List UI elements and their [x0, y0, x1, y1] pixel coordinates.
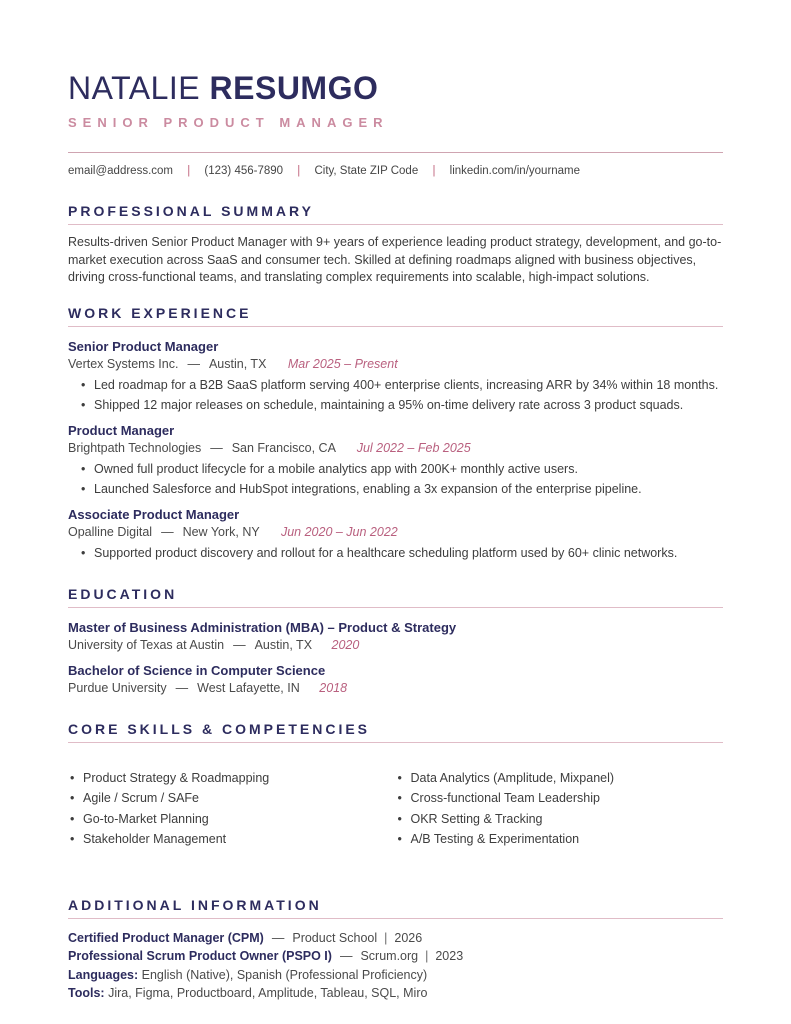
job-bullet-list	[68, 545, 723, 561]
degree-meta	[68, 638, 723, 653]
candidate-job-title: SENIOR PRODUCT MANAGER	[68, 115, 389, 130]
job-location: San Francisco, CA	[231, 440, 336, 455]
skills-columns	[68, 770, 723, 852]
certification-year: 2026	[394, 930, 423, 945]
skill-item: • Cross-functional Team Leadership	[411, 790, 724, 806]
skill-item: • Product Strategy & Roadmapping	[83, 770, 396, 786]
header-divider	[68, 152, 723, 153]
candidate-name	[68, 72, 723, 104]
section-heading-education: EDUCATION	[68, 587, 723, 608]
section-professional-summary	[68, 204, 723, 287]
job-title: Senior Product Manager	[68, 338, 219, 354]
degree-year: 2018	[319, 680, 348, 695]
degree-location: West Lafayette, IN	[197, 680, 300, 695]
languages-value: English (Native), Spanish (Professional Proficiency)	[141, 967, 428, 982]
degree-school: Purdue University	[68, 680, 167, 695]
job-bullet: • Supported product discovery and rollout for a healthcare scheduling platform used by 60+ clinic networks.	[94, 545, 723, 561]
contact-location: City, State ZIP Code	[314, 165, 419, 177]
section-work-experience	[68, 306, 723, 561]
job-title: Product Manager	[68, 422, 175, 438]
degree-school: University of Texas at Austin	[68, 637, 225, 652]
certification-line	[68, 929, 723, 948]
degree-title: Master of Business Administration (MBA) – Product & Strategy	[68, 619, 457, 635]
education-entry	[68, 663, 723, 696]
job-bullet-list	[68, 377, 723, 413]
section-additional-information	[68, 898, 723, 1003]
certification-issuer: Product School	[292, 930, 378, 945]
certification-year: 2023	[435, 949, 464, 963]
dash-separator: —	[210, 440, 223, 455]
job-location: Austin, TX	[208, 356, 267, 371]
languages-label: Languages:	[68, 967, 139, 982]
job-entry	[68, 339, 723, 413]
job-dates: Mar 2025 – Present	[287, 356, 398, 371]
job-dates: Jul 2022 – Feb 2025	[356, 440, 471, 455]
education-entry	[68, 620, 723, 653]
skills-column-right	[396, 770, 724, 852]
skill-item: • Data Analytics (Amplitude, Mixpanel)	[411, 770, 724, 786]
section-heading-additional: ADDITIONAL INFORMATION	[68, 898, 723, 919]
dash-separator: —	[339, 949, 353, 963]
contact-email: email@address.com	[68, 165, 173, 177]
skills-list	[68, 770, 396, 848]
pipe-separator: |	[425, 949, 429, 963]
languages-line	[68, 966, 723, 985]
additional-info-lines	[68, 929, 723, 1003]
job-entry	[68, 507, 723, 561]
job-company: Vertex Systems Inc.	[68, 356, 179, 371]
section-core-skills	[68, 722, 723, 852]
section-heading-skills: CORE SKILLS & COMPETENCIES	[68, 722, 723, 743]
contact-phone: (123) 456-7890	[204, 165, 284, 177]
section-education	[68, 587, 723, 696]
job-meta	[68, 357, 723, 372]
job-company: Opalline Digital	[68, 524, 153, 539]
skill-item: • A/B Testing & Experimentation	[411, 831, 724, 847]
pipe-separator: |	[384, 930, 388, 945]
tools-line	[68, 984, 723, 1003]
degree-location: Austin, TX	[254, 637, 313, 652]
certification-issuer: Scrum.org	[360, 949, 419, 963]
skills-list	[396, 770, 724, 848]
candidate-last-name: RESUMGO	[209, 70, 379, 106]
dash-separator: —	[233, 637, 246, 652]
job-bullet: • Owned full product lifecycle for a mobile analytics app with 200K+ monthly active users.	[94, 461, 723, 477]
certification-line	[68, 947, 723, 966]
job-location: New York, NY	[182, 524, 260, 539]
contact-separator: |	[187, 165, 191, 177]
degree-title: Bachelor of Science in Computer Science	[68, 662, 326, 678]
skill-item: • Go-to-Market Planning	[83, 811, 396, 827]
contact-linkedin: linkedin.com/in/yourname	[449, 165, 581, 177]
candidate-first-name: NATALIE	[68, 70, 201, 106]
contact-bar	[68, 164, 723, 178]
job-meta	[68, 525, 723, 540]
section-heading-experience: WORK EXPERIENCE	[68, 306, 723, 327]
summary-text: Results-driven Senior Product Manager with 9+ years of experience leading product strategy, development, and go-to-market execution across SaaS and consumer tech. Skilled at defining roadmaps aligned with business objectives, driving cross-functional teams, and translating complex requirements into scalable, high-impact solutions.	[68, 235, 722, 284]
skill-item: • Stakeholder Management	[83, 831, 396, 847]
job-dates: Jun 2020 – Jun 2022	[280, 524, 398, 539]
dash-separator: —	[175, 680, 189, 695]
job-bullet: • Launched Salesforce and HubSpot integrations, enabling a 3x expansion of the enterprise pipeline.	[94, 481, 723, 497]
tools-value: Jira, Figma, Productboard, Amplitude, Tableau, SQL, Miro	[108, 986, 428, 1000]
contact-separator: |	[297, 165, 301, 177]
tools-label: Tools:	[68, 986, 105, 1000]
contact-separator: |	[432, 165, 436, 177]
job-meta	[68, 441, 723, 456]
dash-separator: —	[187, 356, 200, 371]
skills-column-left	[68, 770, 396, 852]
job-bullet: • Led roadmap for a B2B SaaS platform serving 400+ enterprise clients, increasing ARR by 34% within 18 months.	[94, 377, 723, 393]
job-title: Associate Product Manager	[68, 506, 240, 522]
skill-item: • OKR Setting & Tracking	[411, 811, 724, 827]
job-company: Brightpath Technologies	[68, 440, 202, 455]
degree-meta	[68, 681, 723, 696]
dash-separator: —	[271, 930, 285, 945]
job-entry	[68, 423, 723, 497]
section-heading-summary: PROFESSIONAL SUMMARY	[68, 204, 723, 225]
certification-name: Certified Product Manager (CPM)	[68, 930, 264, 945]
skill-item: • Agile / Scrum / SAFe	[83, 790, 396, 806]
job-bullet: • Shipped 12 major releases on schedule, maintaining a 95% on-time delivery rate across 3 product squads.	[94, 397, 723, 413]
degree-year: 2020	[331, 637, 360, 652]
job-bullet-list	[68, 461, 723, 497]
certification-name: Professional Scrum Product Owner (PSPO I)	[68, 949, 332, 963]
dash-separator: —	[161, 524, 174, 539]
